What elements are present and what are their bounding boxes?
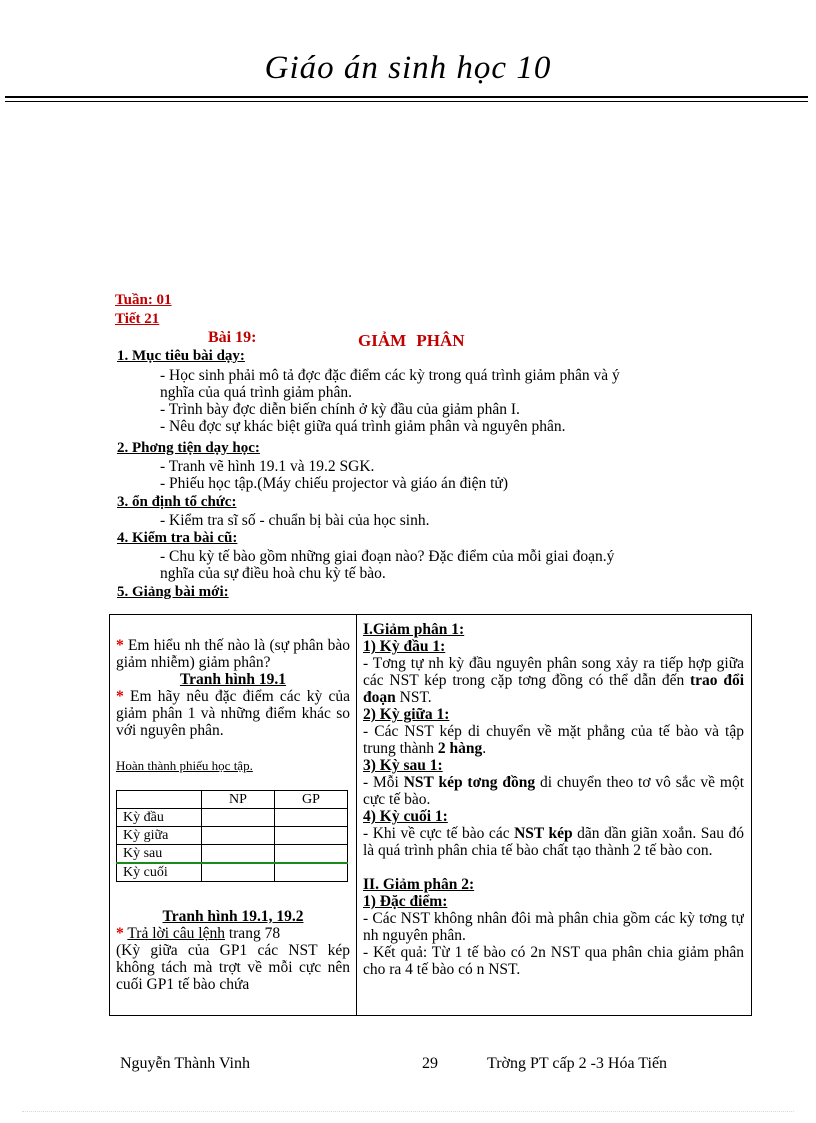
aid-line: - Phiếu học tập.(Máy chiếu projector và giáo án điện tử) [160, 475, 508, 492]
picture-ref-2: Tranh hình 19.1, 19.2 [162, 908, 304, 925]
meiosis-2-heading: II. Giảm phân 2: [363, 876, 475, 893]
review-line: - Chu kỳ tế bào gồm những giai đoạn nào? Đặc điểm của mỗi giai đoạn.ý [160, 548, 615, 565]
section-objectives-heading: 1. Mục tiêu bài dạy: [117, 348, 245, 364]
prophase-1-text: - Tơng tự nh kỳ đầu nguyên phân song xảy ra tiếp hợp giữa các NST kép trong cặp tơng đồng có thể dẫn đến trao đổi đoạn NST. [363, 655, 744, 706]
question-1: * Em hiểu nh thế nào là (sự phân bào giảm nhiễm) giảm phân? [116, 637, 350, 671]
table-row [117, 827, 348, 845]
section-class-org-heading: 3. ổn định tổ chức: [117, 494, 237, 510]
prophase-1-heading: 1) Kỳ đầu 1: [363, 638, 446, 655]
meiosis-1-heading: I.Giảm phân 1: [363, 621, 465, 638]
table-row-label: Kỳ sau [117, 845, 202, 864]
table-header-cell: NP [202, 791, 275, 809]
lesson-number: Bài 19: [208, 329, 257, 346]
section-teaching-aids-heading: 2. Phơng tiện dạy học: [117, 440, 260, 456]
table-cell-gp[interactable] [275, 845, 348, 864]
lesson-title: GIẢM PHÂN [358, 331, 465, 350]
table-row [117, 863, 348, 882]
objective-line: - Nêu đợc sự khác biệt giữa quá trình giảm phân và nguyên phân. [160, 418, 566, 435]
section-new-lesson-heading: 5. Giảng bài mới: [117, 584, 229, 600]
objective-line: nghĩa của quá trình giảm phân. [160, 384, 352, 401]
header-rule [5, 96, 808, 98]
right-column [363, 621, 744, 1015]
table-row-label: Kỳ giữa [117, 827, 202, 845]
table-cell-gp[interactable] [275, 809, 348, 827]
question-3: * Trả lời câu lệnh trang 78 [116, 925, 281, 942]
review-line: nghĩa của sự điều hoà chu kỳ tế bào. [160, 565, 386, 582]
worksheet-table [116, 790, 348, 882]
telophase-1-text: - Khi về cực tế bào các NST kép dãn dần giãn xoắn. Sau đó là quá trình phân chia tế bào chất tạo thành 2 tế bào con. [363, 825, 744, 859]
aid-line: - Tranh vẽ hình 19.1 và 19.2 SGK. [160, 458, 375, 475]
section-review-heading: 4. Kiểm tra bài cũ: [117, 530, 238, 546]
answer-prompt-link[interactable]: Trả lời câu lệnh [127, 925, 225, 942]
table-row-label: Kỳ cuối [117, 863, 202, 882]
picture-ref-1: Tranh hình 19.1 [179, 671, 287, 688]
metaphase-1-heading: 2) Kỳ giữa 1: [363, 706, 450, 723]
section-objectives-body [160, 367, 755, 435]
objective-line: - Trình bày đợc diễn biến chính ở kỳ đầu của giảm phân I. [160, 401, 520, 418]
star-icon: * [116, 925, 124, 942]
table-cell-np[interactable] [202, 845, 275, 864]
telophase-1-heading: 4) Kỳ cuối 1: [363, 808, 448, 825]
star-icon: * [116, 688, 124, 705]
table-row [117, 845, 348, 864]
period-label: Tiết 21 [115, 311, 160, 327]
footer-dotted-rule [22, 1111, 794, 1112]
features-heading: 1) Đặc điểm: [363, 893, 448, 910]
result-text: - Kết quả: Từ 1 tế bào có 2n NST qua phân chia giảm phân cho ra 4 tế bào có n NST. [363, 944, 744, 978]
question-3-detail: (Kỳ giữa của GP1 các NST kép không tách mà trợt về mỗi cực nên cuối GP1 tế bào chứa [116, 942, 350, 993]
page-header-title: Giáo án sinh học 10 [264, 50, 552, 86]
table-header-row [117, 791, 348, 809]
table-row [117, 809, 348, 827]
table-cell-np[interactable] [202, 863, 275, 882]
star-icon: * [116, 637, 124, 654]
footer-page-number: 29 [422, 1055, 438, 1072]
features-text: - Các NST không nhân đôi mà phân chia gồm các kỳ tơng tự nh nguyên phân. [363, 910, 744, 944]
table-cell-np[interactable] [202, 827, 275, 845]
table-cell-np[interactable] [202, 809, 275, 827]
metaphase-1-text: - Các NST kép di chuyển về mặt phẳng của tế bào và tập trung thành 2 hàng. [363, 723, 744, 757]
lesson-table-divider [356, 614, 357, 1016]
table-cell-gp[interactable] [275, 863, 348, 882]
section-teaching-aids-body [160, 458, 755, 492]
table-header-cell: GP [275, 791, 348, 809]
anaphase-1-heading: 3) Kỳ sau 1: [363, 757, 443, 774]
question-2: * Em hãy nêu đặc điểm các kỳ của giảm phân 1 và những điểm khác so với nguyên phân. [116, 688, 351, 739]
table-cell-gp[interactable] [275, 827, 348, 845]
class-org-line: - Kiểm tra sĩ số - chuẩn bị bài của học sinh. [160, 512, 430, 529]
section-review-body [160, 548, 755, 582]
week-label: Tuần: 01 [115, 292, 172, 308]
header-rule-thin [5, 101, 808, 102]
left-column [116, 637, 350, 993]
section-class-org-body [160, 512, 755, 529]
table-row-label: Kỳ đầu [117, 809, 202, 827]
footer-author: Nguyễn Thành Vinh [120, 1055, 250, 1072]
anaphase-1-text: - Mỗi NST kép tơng đồng di chuyển theo tơ vô sắc về một cực tế bào. [363, 774, 744, 808]
footer-school: Trờng PT cấp 2 -3 Hóa Tiến [487, 1055, 668, 1072]
table-header-cell [117, 791, 202, 809]
objective-line: - Học sinh phải mô tả đợc đặc điểm các kỳ trong quá trình giảm phân và ý [160, 367, 620, 384]
worksheet-label: Hoàn thành phiếu học tập. [116, 758, 253, 773]
